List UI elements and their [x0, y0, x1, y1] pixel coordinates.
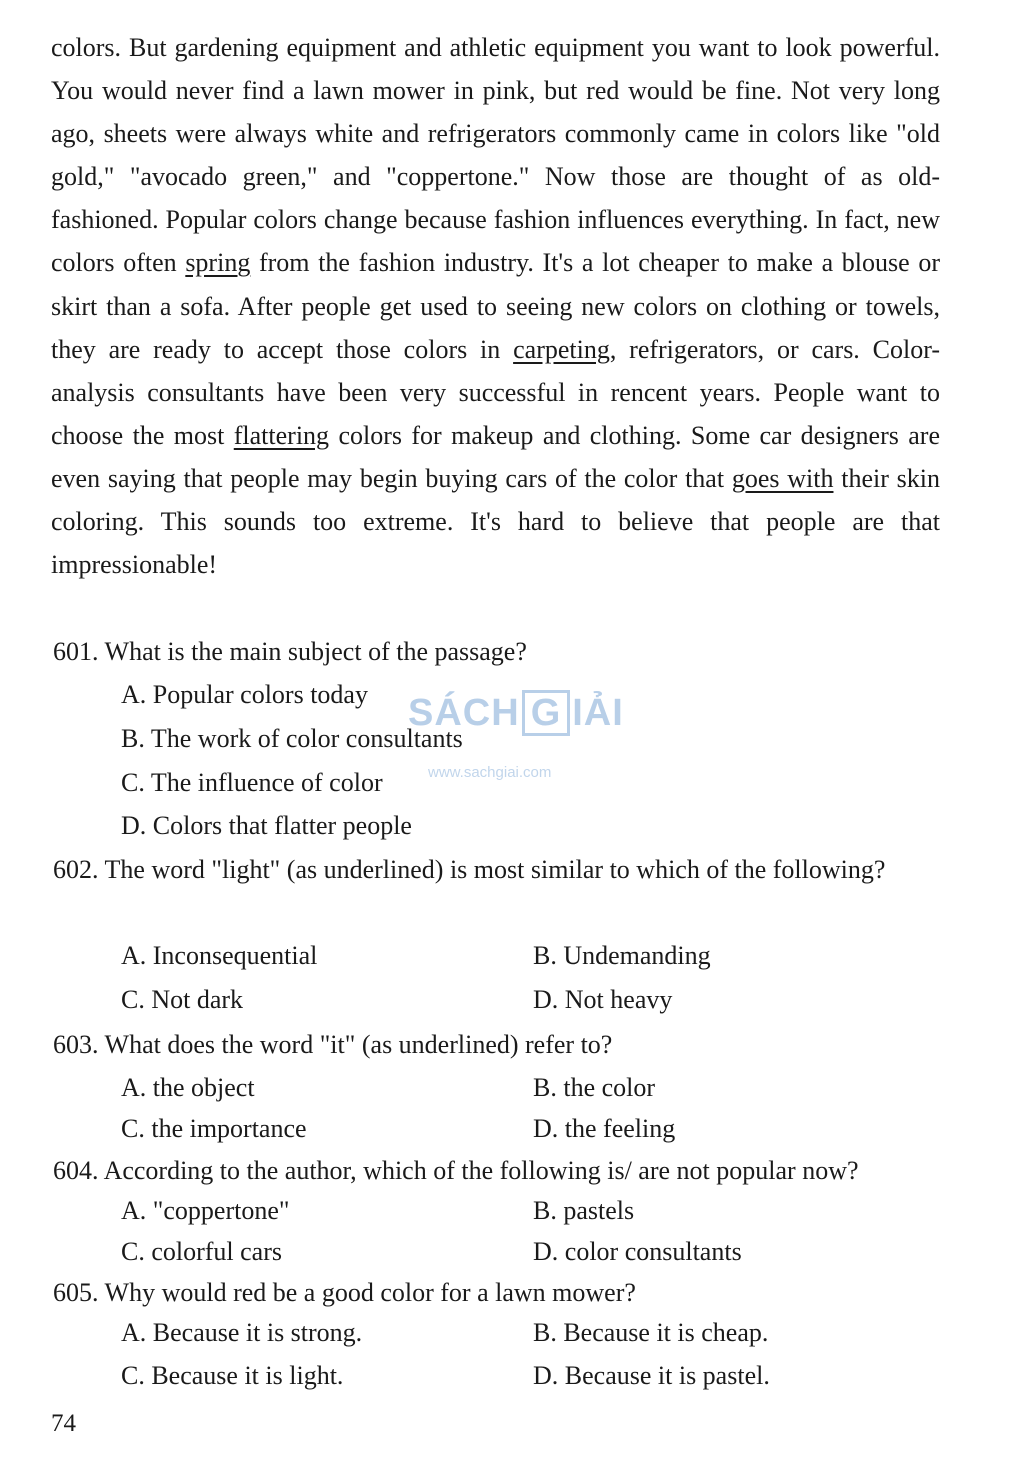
question-603-stem: 603. What does the word "it" (as underlined) refer to?: [53, 1030, 613, 1059]
reading-passage: [51, 26, 940, 586]
question-601-option-d: D. Colors that flatter people: [121, 811, 412, 840]
question-602-stem: 602. The word "light" (as underlined) is most similar to which of the following?: [53, 855, 886, 884]
passage-text: colors. But gardening equipment and athletic equipment you want to look powerful. You would never find a lawn mower in pink, but red would be fine. Not very long ago, sheets were always white and refrigerators commonly came in colors like "old gold," "avocado green," and "coppertone." Now those are thought of as old-fashioned. Popular colors change because fashion influences everything. In fact, new colors often: [51, 33, 940, 278]
watermark-logo: [408, 690, 624, 736]
question-605-option-c: C. Because it is light.: [121, 1361, 344, 1390]
passage-text: their skin coloring. This sounds too extreme. It's hard to believe that people are that impressionable!: [51, 463, 940, 580]
page-number: 74: [51, 1410, 76, 1437]
question-602-option-c: C. Not dark: [121, 985, 244, 1014]
question-605-option-b: B. Because it is cheap.: [533, 1318, 769, 1347]
question-602-option-d: D. Not heavy: [533, 985, 673, 1014]
underlined-word-flattering: flattering: [233, 420, 330, 450]
underlined-word-goes-with: goes with: [731, 463, 834, 493]
underlined-word-carpeting: carpeting: [513, 334, 610, 364]
question-602-option-b: B. Undemanding: [533, 941, 711, 970]
passage-text: colors for makeup and clothing. Some car designers are even saying that people may begin buying cars of the color that: [51, 420, 941, 493]
question-601-stem: 601. What is the main subject of the passage?: [53, 637, 527, 666]
question-601-option-b: B. The work of color consultants: [121, 724, 463, 753]
question-601-option-c: C. The influence of color: [121, 768, 383, 797]
question-605-option-d: D. Because it is pastel.: [533, 1361, 770, 1390]
watermark-logo-left: SÁCH: [408, 692, 520, 734]
watermark-logo-right: IẢI: [572, 692, 624, 734]
watermark-url: www.sachgiai.com: [428, 764, 552, 781]
question-602-option-a: A. Inconsequential: [121, 941, 318, 970]
question-603-option-c: C. the importance: [121, 1114, 307, 1143]
passage-text: from the fashion industry. It's a lot cheaper to make a blouse or skirt than a sofa. After people get used to seeing new colors on clothing or towels, they are ready to accept those colors in: [51, 248, 940, 364]
question-604-stem: 604. According to the author, which of the following is/ are not popular now?: [53, 1156, 859, 1185]
passage-text: , refrigerators, or cars. Color-analysis consultants have been very successful in rencent years. People want to choose the most: [51, 334, 940, 450]
sachgiai-watermark: [408, 690, 624, 785]
question-603-option-b: B. the color: [533, 1073, 656, 1102]
question-603-option-d: D. the feeling: [533, 1114, 676, 1143]
question-601-option-a: A. Popular colors today: [121, 680, 368, 709]
question-604-option-b: B. pastels: [533, 1196, 635, 1225]
underlined-word-spring: spring: [185, 248, 251, 278]
question-604-option-d: D. color consultants: [533, 1237, 742, 1266]
question-605-stem: 605. Why would red be a good color for a lawn mower?: [53, 1278, 636, 1307]
question-603-option-a: A. the object: [121, 1073, 255, 1102]
watermark-logo-box: G: [522, 690, 571, 736]
question-604-option-a: A. "coppertone": [121, 1196, 290, 1225]
question-604-option-c: C. colorful cars: [121, 1237, 283, 1266]
question-605-option-a: A. Because it is strong.: [121, 1318, 363, 1347]
